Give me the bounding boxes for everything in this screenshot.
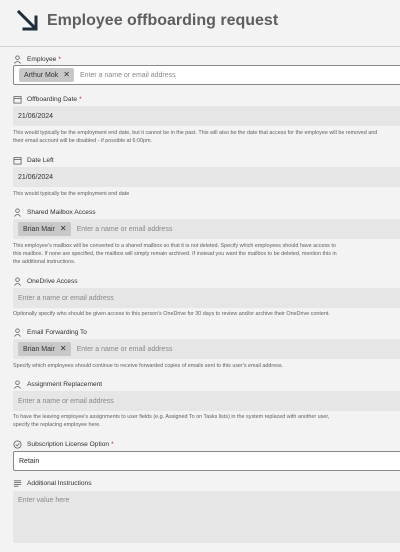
shared-mailbox-people-picker[interactable] xyxy=(13,219,400,239)
shared-mailbox-chip[interactable]: Brian Mair ✕ xyxy=(18,222,71,236)
shared-mailbox-input[interactable]: Enter a name or email address xyxy=(76,225,173,233)
page-title: Employee offboarding request xyxy=(47,12,279,29)
remove-chip-icon[interactable]: ✕ xyxy=(63,70,70,79)
offboarding-date-field[interactable]: 21/06/2024 xyxy=(13,106,400,126)
email-forwarding-label: Email Forwarding To xyxy=(13,328,87,337)
email-forwarding-people-picker[interactable] xyxy=(13,339,400,359)
form-header xyxy=(0,0,400,46)
onedrive-help: Optionally specify who should be given access to this person's OneDrive for 30 days to review and/or archive their OneDrive content. xyxy=(13,311,330,317)
employee-label: Employee * xyxy=(13,55,61,64)
email-forwarding-chip[interactable]: Brian Mair ✕ xyxy=(18,342,71,356)
check-circle-icon xyxy=(13,440,22,449)
arrow-down-right-icon xyxy=(16,9,40,33)
date-left-label: Date Left xyxy=(13,156,54,165)
employee-input[interactable]: Enter a name or email address xyxy=(79,71,176,79)
person-icon xyxy=(13,277,22,286)
person-icon xyxy=(13,380,22,389)
text-lines-icon xyxy=(13,479,22,488)
remove-chip-icon[interactable]: ✕ xyxy=(59,344,67,353)
person-icon xyxy=(13,328,22,337)
assignment-people-picker[interactable] xyxy=(13,391,400,411)
instructions-label: Additional Instructions xyxy=(13,479,92,488)
calendar-icon xyxy=(13,156,22,165)
email-forwarding-input[interactable]: Enter a name or email address xyxy=(76,345,173,353)
calendar-icon xyxy=(13,95,22,104)
instructions-textarea[interactable]: Enter value here xyxy=(13,491,400,543)
email-forwarding-help: Specify which employees should continue to receive forwarded copies of emails sent to this user's email address. xyxy=(13,363,284,369)
header-divider xyxy=(0,46,400,47)
onedrive-label: OneDrive Access xyxy=(13,277,78,286)
date-left-field[interactable]: 21/06/2024 xyxy=(13,167,400,187)
subscription-dropdown[interactable]: Retain xyxy=(13,451,400,471)
offboarding-date-label: Offboarding Date * xyxy=(13,95,82,104)
assignment-label: Assignment Replacement xyxy=(13,380,102,389)
assignment-help: To have the leaving employee's assignments to user fields (e.g. Assigned To on Tasks lists) in the system replaced with another user, specify the replacing employee here. xyxy=(13,414,330,428)
offboarding-date-help: This would typically be the employment end date, but it cannot be in the past. This will also be the date that access for the employee will be removed and their email account will be disabled - if possible at 6:00pm. xyxy=(13,130,378,144)
date-left-help: This would typically be the employment end date xyxy=(13,191,130,197)
onedrive-input[interactable]: Enter a name or email address xyxy=(18,294,114,302)
assignment-input[interactable]: Enter a name or email address xyxy=(18,397,114,405)
person-icon xyxy=(13,55,22,64)
shared-mailbox-help: This employee's mailbox will be converted to a shared mailbox so that it is not deleted. Specify which employees should have access to this mailbox. If none are specified, the mailbox will simply remain archived. If instead you want the mailbox to be deleted, mention this in the additional instructions. xyxy=(13,243,337,265)
remove-chip-icon[interactable]: ✕ xyxy=(59,224,67,233)
person-icon xyxy=(13,208,22,217)
onedrive-people-picker[interactable] xyxy=(13,288,400,308)
shared-mailbox-label: Shared Mailbox Access xyxy=(13,208,96,217)
employee-people-picker[interactable] xyxy=(13,65,400,85)
subscription-label: Subscription License Option * xyxy=(13,440,114,449)
employee-chip[interactable]: Arthur Mok ✕ xyxy=(19,68,74,82)
